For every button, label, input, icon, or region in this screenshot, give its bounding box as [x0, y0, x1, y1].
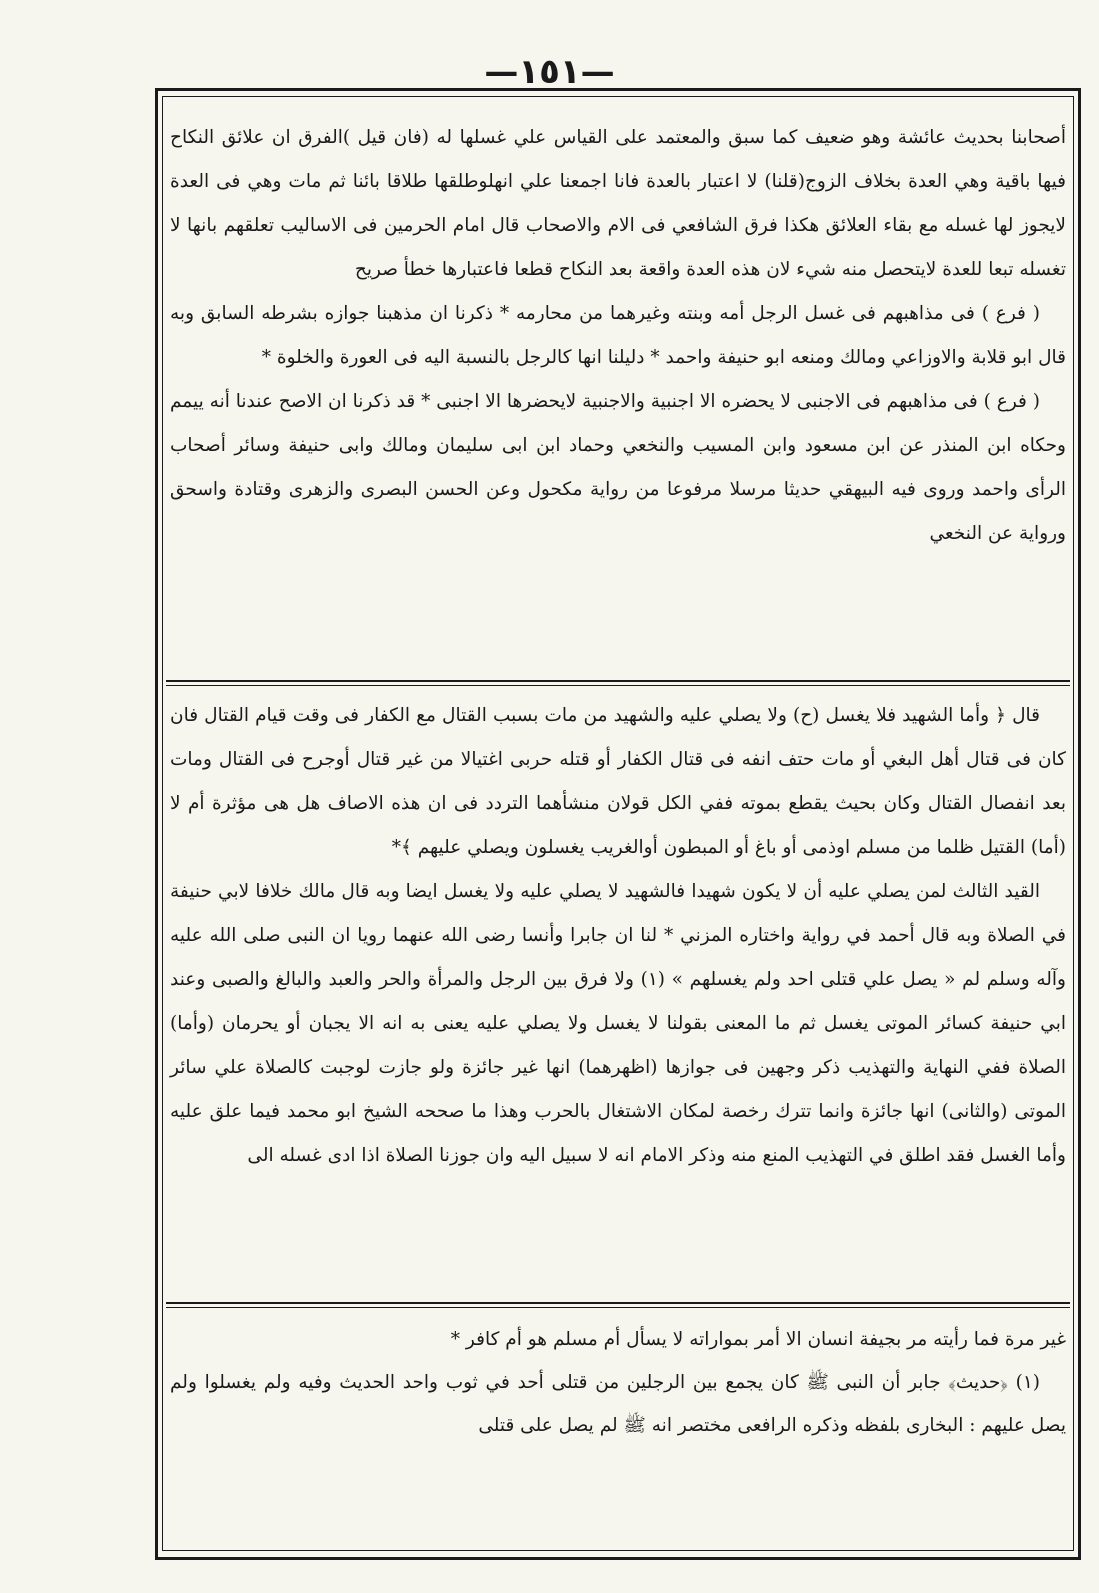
commentary-section	[170, 116, 1066, 676]
main-text-paragraph: القيد الثالث لمن يصلي عليه أن لا يكون شهيدا فالشهيد لا يصلي عليه ولا يغسل ايضا وبه قال مالك خلافا لابي حنيفة في الصلاة وبه قال أحمد في رواية واختاره المزني * لنا ان جابرا وأنسا رضى الله عنهما رويا ان النبى صلى الله عليه وآله وسلم لم « يصل علي قتلى احد ولم يغسلهم » (١) ولا فرق بين الرجل والمرأة والحر والعبد والبالغ والصبى وعند ابي حنيفة كسائر الموتى يغسل ثم ما المعنى بقولنا لا يغسل ولا يصلي عليه يعنى به انه الا يجبان أو يحرمان (وأما) الصلاة ففي النهاية والتهذيب ذكر وجهين فى جوازها (اظهرهما) انها غير جائزة ولو جازت لوجبت كالصلاة علي سائر الموتى (والثانى) انها جائزة وانما تترك رخصة لمكان الاشتغال بالحرب وهذا ما صححه الشيخ ابو محمد فيما علق عليه وأما الغسل فقد اطلق في التهذيب المنع منه وذكر الامام انه لا سبيل اليه وان جوزنا الصلاة اذا ادى غسله الى	[170, 881, 1066, 1166]
commentary-paragraph: أصحابنا بحديث عائشة وهو ضعيف كما سبق والمعتمد على القياس علي غسلها له (فان قيل )الفرق ان علائق النكاح فيها باقية وهي العدة بخلاف الزوج(قلنا) لا اعتبار بالعدة فانا اجمعنا علي انهلوطلقها طلاقا بائنا ثم مات وهي فى العدة لايجوز لها غسله مع بقاء العلائق هكذا فرق الشافعي فى الام والاصحاب قال امام الحرمين فى الاساليب تعلقهم بانها لا تغسله تبعا للعدة لايتحصل منه شيء لان هذه العدة واقعة بعد النكاح قطعا فاعتبارها خطأ صريح	[170, 127, 1066, 280]
footnote-paragraph: غير مرة فما رأيته مر بجيفة انسان الا أمر بمواراته لا يسأل أم مسلم هو أم كافر *	[450, 1329, 1066, 1350]
section-divider	[166, 1307, 1070, 1308]
commentary-paragraph: ( فرع ) فى مذاهبهم فى غسل الرجل أمه وبنته وغيرهما من محارمه * ذكرنا ان مذهبنا جوازه بشرطه السابق وبه قال ابو قلابة والاوزاعي ومالك ومنعه ابو حنيفة واحمد * دليلنا انها كالرجل بالنسبة اليه فى العورة والخلوة *	[170, 303, 1066, 368]
main-text-paragraph: قال ﴿ وأما الشهيد فلا يغسل (ح) ولا يصلي عليه والشهيد من مات بسبب القتال مع الكفار فى وقت قيام القتال فان كان فى قتال أهل البغي أو مات حتف انفه فى قتال الكفار أو قتله حربى اغتيالا من غير قتال أوجرح فى القتال ومات بعد انفصال القتال وكان بحيث يقطع بموته ففي الكل قولان منشأهما التردد فى ان هذه الاصاف هل هى مؤثرة أم لا (أما) القتيل ظلما من مسلم اوذمى أو باغ أو المبطون أوالغريب يغسلون ويصلي عليهم ﴾*	[170, 705, 1066, 858]
footnote-paragraph: (١) ﴿حديث﴾ جابر أن النبى ﷺ كان يجمع بين الرجلين من قتلى أحد في ثوب واحد الحديث وفيه ولم يغسلوا ولم يصل عليهم : البخارى بلفظه وذكره الرافعى مختصر انه ﷺ لم يصل على قتلى	[170, 1372, 1066, 1436]
footnotes-section	[170, 1318, 1066, 1548]
section-divider	[166, 1302, 1070, 1304]
main-text-section	[170, 694, 1066, 1302]
page-number: —١٥١—	[484, 52, 615, 92]
section-divider	[166, 680, 1070, 682]
commentary-paragraph: ( فرع ) فى مذاهبهم فى الاجنبى لا يحضره الا اجنبية والاجنبية لايحضرها الا اجنبى * قد ذكرنا ان الاصح عندنا أنه ييمم وحكاه ابن المنذر عن ابن مسعود وابن المسيب والنخعي وحماد ابن ابى سليمان ومالك وابى حنيفة وسائر أصحاب الرأى واحمد وروى فيه البيهقي حديثا مرسلا مرفوعا من رواية مكحول وعن الحسن البصرى والزهرى وقتادة واسحق ورواية عن النخعي	[170, 391, 1066, 544]
section-divider	[166, 685, 1070, 686]
